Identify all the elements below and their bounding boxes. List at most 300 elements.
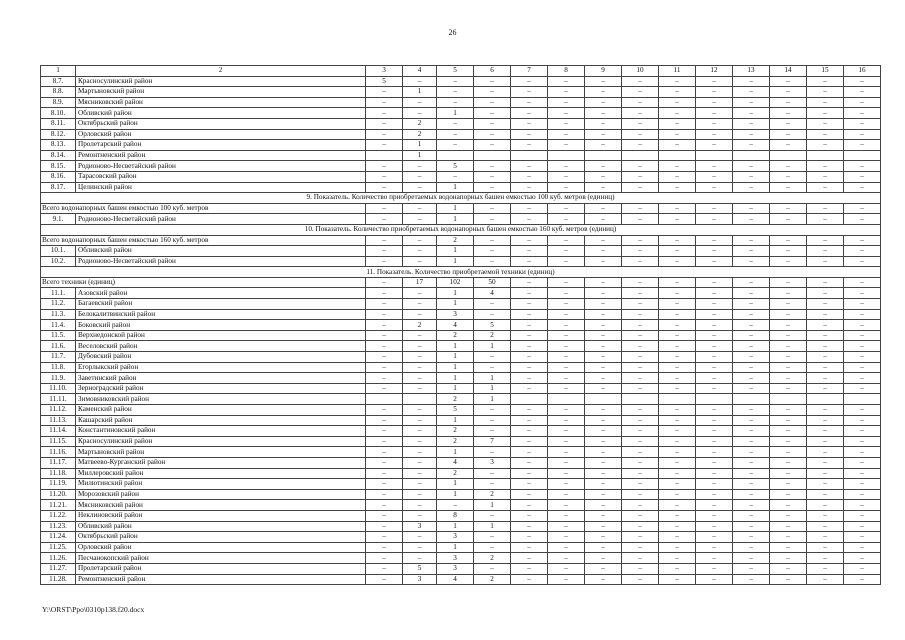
row-number: 11.25. bbox=[41, 542, 76, 553]
value-cell: 1 bbox=[437, 256, 474, 267]
value-cell: 2 bbox=[437, 235, 474, 246]
value-cell: – bbox=[770, 405, 807, 416]
value-cell: – bbox=[659, 362, 696, 373]
value-cell: – bbox=[548, 479, 585, 490]
value-cell: – bbox=[696, 532, 733, 543]
district-name: Мясниковский район bbox=[76, 97, 366, 108]
section-title: 9. Показатель. Количество приобретаемых водонапорных башен емкостью 100 куб. метров (единиц) bbox=[41, 193, 881, 204]
value-cell: – bbox=[403, 288, 437, 299]
value-cell: – bbox=[770, 97, 807, 108]
value-cell: – bbox=[474, 447, 511, 458]
value-cell: – bbox=[807, 246, 844, 257]
value-cell: – bbox=[437, 97, 474, 108]
value-cell: – bbox=[548, 383, 585, 394]
value-cell: – bbox=[474, 362, 511, 373]
value-cell: – bbox=[733, 288, 770, 299]
value-cell: – bbox=[696, 235, 733, 246]
value-cell: – bbox=[733, 171, 770, 182]
table-row bbox=[41, 574, 881, 585]
table-row bbox=[41, 415, 881, 426]
row-number: 8.16. bbox=[41, 171, 76, 182]
table-row bbox=[41, 542, 881, 553]
value-cell: – bbox=[622, 500, 659, 511]
row-number: 8.10. bbox=[41, 108, 76, 119]
value-cell: – bbox=[511, 415, 548, 426]
value-cell: – bbox=[696, 108, 733, 119]
value-cell: – bbox=[366, 87, 403, 98]
column-header: 7 bbox=[511, 66, 548, 77]
value-cell: – bbox=[844, 468, 881, 479]
value-cell: 3 bbox=[403, 574, 437, 585]
value-cell bbox=[733, 394, 770, 405]
value-cell: – bbox=[511, 542, 548, 553]
value-cell: – bbox=[403, 383, 437, 394]
value-cell: – bbox=[770, 447, 807, 458]
value-cell: – bbox=[844, 521, 881, 532]
value-cell: – bbox=[770, 288, 807, 299]
value-cell: – bbox=[770, 373, 807, 384]
value-cell: – bbox=[474, 129, 511, 140]
value-cell: – bbox=[511, 489, 548, 500]
value-cell: – bbox=[659, 341, 696, 352]
value-cell: – bbox=[696, 457, 733, 468]
value-cell: – bbox=[844, 214, 881, 225]
value-cell: – bbox=[696, 256, 733, 267]
column-header: 8 bbox=[548, 66, 585, 77]
value-cell: – bbox=[696, 553, 733, 564]
value-cell: – bbox=[659, 542, 696, 553]
value-cell: 50 bbox=[474, 277, 511, 288]
value-cell: – bbox=[807, 76, 844, 87]
value-cell: 102 bbox=[437, 277, 474, 288]
value-cell: – bbox=[366, 288, 403, 299]
value-cell: – bbox=[474, 542, 511, 553]
value-cell: – bbox=[770, 87, 807, 98]
value-cell: – bbox=[366, 235, 403, 246]
value-cell: – bbox=[548, 362, 585, 373]
value-cell: – bbox=[366, 182, 403, 193]
value-cell: – bbox=[366, 563, 403, 574]
value-cell: – bbox=[366, 277, 403, 288]
table-row bbox=[41, 288, 881, 299]
value-cell bbox=[474, 150, 511, 161]
value-cell: – bbox=[733, 140, 770, 151]
value-cell: – bbox=[770, 118, 807, 129]
value-cell: – bbox=[844, 383, 881, 394]
value-cell: – bbox=[770, 521, 807, 532]
value-cell: – bbox=[844, 256, 881, 267]
value-cell: – bbox=[622, 542, 659, 553]
value-cell: 3 bbox=[437, 532, 474, 543]
district-name: Обливский район bbox=[76, 246, 366, 257]
value-cell bbox=[807, 394, 844, 405]
value-cell: – bbox=[807, 521, 844, 532]
value-cell: – bbox=[366, 447, 403, 458]
value-cell: – bbox=[733, 436, 770, 447]
value-cell bbox=[844, 150, 881, 161]
value-cell: – bbox=[366, 171, 403, 182]
value-cell: – bbox=[511, 510, 548, 521]
value-cell: – bbox=[548, 235, 585, 246]
value-cell: – bbox=[622, 341, 659, 352]
value-cell: – bbox=[511, 118, 548, 129]
value-cell: – bbox=[622, 108, 659, 119]
value-cell: – bbox=[844, 373, 881, 384]
value-cell: – bbox=[733, 161, 770, 172]
value-cell: – bbox=[770, 532, 807, 543]
district-name: Азовский район bbox=[76, 288, 366, 299]
value-cell: – bbox=[511, 277, 548, 288]
value-cell: – bbox=[770, 108, 807, 119]
value-cell: – bbox=[659, 182, 696, 193]
value-cell: – bbox=[807, 468, 844, 479]
value-cell: – bbox=[659, 563, 696, 574]
value-cell: – bbox=[659, 171, 696, 182]
value-cell: – bbox=[437, 118, 474, 129]
value-cell: – bbox=[585, 277, 622, 288]
value-cell: – bbox=[807, 161, 844, 172]
value-cell: – bbox=[807, 320, 844, 331]
value-cell: – bbox=[548, 415, 585, 426]
value-cell: – bbox=[807, 288, 844, 299]
value-cell: – bbox=[659, 500, 696, 511]
value-cell: – bbox=[844, 118, 881, 129]
value-cell: – bbox=[844, 76, 881, 87]
value-cell: – bbox=[548, 118, 585, 129]
total-label: Всего водонапорных башен емкостью 160 куб. метров bbox=[41, 235, 366, 246]
value-cell: – bbox=[548, 277, 585, 288]
value-cell: – bbox=[770, 479, 807, 490]
table-row bbox=[41, 161, 881, 172]
row-number: 11.6. bbox=[41, 341, 76, 352]
value-cell: – bbox=[585, 235, 622, 246]
value-cell: – bbox=[844, 129, 881, 140]
value-cell: 17 bbox=[403, 277, 437, 288]
value-cell: – bbox=[733, 246, 770, 257]
value-cell: – bbox=[366, 542, 403, 553]
value-cell: 2 bbox=[474, 489, 511, 500]
value-cell bbox=[622, 150, 659, 161]
total-row bbox=[41, 235, 881, 246]
row-number: 8.9. bbox=[41, 97, 76, 108]
value-cell: – bbox=[696, 574, 733, 585]
value-cell: – bbox=[366, 246, 403, 257]
district-name: Багаевский район bbox=[76, 299, 366, 310]
value-cell: – bbox=[733, 214, 770, 225]
value-cell bbox=[366, 150, 403, 161]
value-cell: – bbox=[770, 140, 807, 151]
value-cell: 8 bbox=[437, 510, 474, 521]
table-row bbox=[41, 383, 881, 394]
value-cell: – bbox=[403, 171, 437, 182]
row-number: 8.12. bbox=[41, 129, 76, 140]
value-cell: – bbox=[807, 436, 844, 447]
value-cell: – bbox=[585, 320, 622, 331]
value-cell: – bbox=[696, 203, 733, 214]
value-cell: – bbox=[659, 129, 696, 140]
value-cell: – bbox=[622, 330, 659, 341]
value-cell: – bbox=[622, 214, 659, 225]
value-cell: 1 bbox=[437, 288, 474, 299]
value-cell: – bbox=[585, 383, 622, 394]
district-name: Морозовский район bbox=[76, 489, 366, 500]
table-row bbox=[41, 108, 881, 119]
value-cell: – bbox=[659, 235, 696, 246]
total-label: Всего техники (единиц) bbox=[41, 277, 366, 288]
value-cell: – bbox=[844, 436, 881, 447]
value-cell bbox=[548, 150, 585, 161]
file-path-footer: Y:\ORST\Ppo\0310p138.f20.docx bbox=[42, 605, 145, 614]
district-name: Мартыновский район bbox=[76, 447, 366, 458]
district-name: Белокалитвинский район bbox=[76, 309, 366, 320]
value-cell: – bbox=[366, 161, 403, 172]
value-cell: – bbox=[585, 129, 622, 140]
table-row bbox=[41, 394, 881, 405]
value-cell: – bbox=[733, 87, 770, 98]
value-cell: – bbox=[844, 362, 881, 373]
value-cell: 1 bbox=[437, 182, 474, 193]
value-cell: – bbox=[548, 309, 585, 320]
value-cell: – bbox=[733, 118, 770, 129]
value-cell: – bbox=[548, 447, 585, 458]
column-header: 11 bbox=[659, 66, 696, 77]
value-cell bbox=[511, 150, 548, 161]
section-header-row bbox=[41, 224, 881, 235]
row-number: 8.13. bbox=[41, 140, 76, 151]
value-cell: – bbox=[366, 203, 403, 214]
value-cell: – bbox=[403, 161, 437, 172]
value-cell: 2 bbox=[437, 330, 474, 341]
value-cell: – bbox=[366, 468, 403, 479]
value-cell: – bbox=[696, 182, 733, 193]
value-cell: – bbox=[548, 542, 585, 553]
row-number: 11.10. bbox=[41, 383, 76, 394]
value-cell: – bbox=[659, 436, 696, 447]
value-cell: – bbox=[548, 320, 585, 331]
value-cell: – bbox=[403, 256, 437, 267]
value-cell: – bbox=[548, 171, 585, 182]
value-cell: – bbox=[474, 479, 511, 490]
value-cell: – bbox=[844, 330, 881, 341]
value-cell: – bbox=[585, 299, 622, 310]
value-cell: – bbox=[807, 256, 844, 267]
value-cell: – bbox=[659, 373, 696, 384]
value-cell: – bbox=[366, 405, 403, 416]
row-number: 10.1. bbox=[41, 246, 76, 257]
table-row bbox=[41, 140, 881, 151]
value-cell: – bbox=[366, 352, 403, 363]
value-cell: 5 bbox=[366, 76, 403, 87]
value-cell: – bbox=[366, 383, 403, 394]
section-title: 10. Показатель. Количество приобретаемых водонапорных башен емкостью 160 куб. метров (единиц) bbox=[41, 224, 881, 235]
value-cell: – bbox=[844, 97, 881, 108]
value-cell: – bbox=[403, 341, 437, 352]
value-cell: – bbox=[622, 574, 659, 585]
value-cell: – bbox=[403, 405, 437, 416]
value-cell: – bbox=[511, 383, 548, 394]
value-cell: – bbox=[403, 203, 437, 214]
row-number: 11.3. bbox=[41, 309, 76, 320]
value-cell: – bbox=[733, 277, 770, 288]
value-cell: – bbox=[807, 309, 844, 320]
value-cell: – bbox=[696, 330, 733, 341]
row-number: 9.1. bbox=[41, 214, 76, 225]
value-cell: – bbox=[366, 500, 403, 511]
value-cell: – bbox=[770, 203, 807, 214]
value-cell: – bbox=[366, 341, 403, 352]
value-cell: – bbox=[770, 468, 807, 479]
value-cell: – bbox=[807, 330, 844, 341]
value-cell: 2 bbox=[437, 394, 474, 405]
value-cell: 2 bbox=[403, 118, 437, 129]
value-cell: – bbox=[585, 500, 622, 511]
value-cell: 2 bbox=[474, 574, 511, 585]
value-cell: – bbox=[622, 76, 659, 87]
value-cell: – bbox=[548, 352, 585, 363]
value-cell: – bbox=[403, 542, 437, 553]
district-name: Пролетарский район bbox=[76, 140, 366, 151]
value-cell: – bbox=[622, 182, 659, 193]
value-cell: – bbox=[548, 553, 585, 564]
value-cell: 1 bbox=[437, 373, 474, 384]
value-cell: – bbox=[366, 97, 403, 108]
value-cell: – bbox=[807, 97, 844, 108]
row-number: 11.12. bbox=[41, 405, 76, 416]
value-cell: – bbox=[659, 553, 696, 564]
value-cell: – bbox=[622, 277, 659, 288]
value-cell: – bbox=[622, 447, 659, 458]
value-cell: – bbox=[696, 129, 733, 140]
value-cell: – bbox=[585, 171, 622, 182]
value-cell: – bbox=[770, 352, 807, 363]
value-cell: – bbox=[807, 235, 844, 246]
total-row bbox=[41, 203, 881, 214]
value-cell: – bbox=[770, 76, 807, 87]
table-row bbox=[41, 489, 881, 500]
value-cell: – bbox=[511, 76, 548, 87]
value-cell: – bbox=[511, 214, 548, 225]
value-cell: 1 bbox=[437, 415, 474, 426]
value-cell: 1 bbox=[437, 479, 474, 490]
table-row bbox=[41, 468, 881, 479]
column-header: 13 bbox=[733, 66, 770, 77]
district-name: Константиновский район bbox=[76, 426, 366, 437]
district-name: Орловский район bbox=[76, 542, 366, 553]
value-cell: – bbox=[659, 405, 696, 416]
table-row bbox=[41, 532, 881, 543]
value-cell: 4 bbox=[474, 288, 511, 299]
value-cell: – bbox=[770, 553, 807, 564]
data-table bbox=[40, 65, 881, 585]
value-cell: – bbox=[844, 426, 881, 437]
value-cell: – bbox=[622, 87, 659, 98]
value-cell: – bbox=[770, 500, 807, 511]
value-cell: – bbox=[733, 299, 770, 310]
value-cell: – bbox=[844, 553, 881, 564]
value-cell: – bbox=[770, 510, 807, 521]
value-cell: – bbox=[770, 299, 807, 310]
value-cell: – bbox=[548, 140, 585, 151]
district-name: Веселовский район bbox=[76, 341, 366, 352]
value-cell bbox=[437, 150, 474, 161]
value-cell: – bbox=[585, 246, 622, 257]
value-cell: – bbox=[696, 214, 733, 225]
value-cell: – bbox=[622, 203, 659, 214]
value-cell: – bbox=[622, 288, 659, 299]
value-cell: – bbox=[622, 532, 659, 543]
table-row bbox=[41, 447, 881, 458]
value-cell: – bbox=[437, 500, 474, 511]
value-cell: – bbox=[548, 510, 585, 521]
value-cell: – bbox=[548, 129, 585, 140]
value-cell: – bbox=[403, 426, 437, 437]
value-cell: – bbox=[585, 563, 622, 574]
row-number: 11.5. bbox=[41, 330, 76, 341]
value-cell: – bbox=[403, 373, 437, 384]
value-cell bbox=[585, 150, 622, 161]
value-cell: – bbox=[622, 426, 659, 437]
value-cell: – bbox=[696, 352, 733, 363]
value-cell: – bbox=[844, 532, 881, 543]
value-cell: – bbox=[511, 299, 548, 310]
value-cell: – bbox=[733, 129, 770, 140]
value-cell: – bbox=[585, 373, 622, 384]
value-cell: – bbox=[585, 87, 622, 98]
value-cell: – bbox=[844, 320, 881, 331]
row-number: 8.8. bbox=[41, 87, 76, 98]
value-cell: – bbox=[733, 563, 770, 574]
value-cell: – bbox=[807, 171, 844, 182]
value-cell: – bbox=[733, 330, 770, 341]
value-cell: – bbox=[733, 235, 770, 246]
value-cell: – bbox=[733, 574, 770, 585]
value-cell: – bbox=[696, 140, 733, 151]
value-cell: – bbox=[548, 203, 585, 214]
row-number: 11.1. bbox=[41, 288, 76, 299]
value-cell: – bbox=[366, 415, 403, 426]
column-header: 5 bbox=[437, 66, 474, 77]
value-cell: – bbox=[770, 256, 807, 267]
value-cell: – bbox=[659, 299, 696, 310]
value-cell: – bbox=[548, 214, 585, 225]
value-cell: – bbox=[807, 574, 844, 585]
row-number: 11.17. bbox=[41, 457, 76, 468]
district-name: Ремонтненский район bbox=[76, 574, 366, 585]
value-cell: – bbox=[366, 532, 403, 543]
value-cell: – bbox=[437, 76, 474, 87]
value-cell: – bbox=[622, 299, 659, 310]
value-cell: – bbox=[696, 87, 733, 98]
value-cell: – bbox=[585, 468, 622, 479]
value-cell: 1 bbox=[474, 373, 511, 384]
value-cell: – bbox=[659, 415, 696, 426]
value-cell: – bbox=[733, 352, 770, 363]
value-cell: – bbox=[366, 373, 403, 384]
value-cell: 1 bbox=[403, 140, 437, 151]
value-cell: – bbox=[659, 76, 696, 87]
value-cell: – bbox=[585, 436, 622, 447]
row-number: 11.7. bbox=[41, 352, 76, 363]
row-number: 8.15. bbox=[41, 161, 76, 172]
value-cell: – bbox=[659, 457, 696, 468]
value-cell: – bbox=[659, 383, 696, 394]
value-cell: – bbox=[844, 235, 881, 246]
column-header: 14 bbox=[770, 66, 807, 77]
value-cell: – bbox=[696, 246, 733, 257]
value-cell: – bbox=[511, 436, 548, 447]
value-cell: – bbox=[622, 479, 659, 490]
value-cell: – bbox=[366, 330, 403, 341]
